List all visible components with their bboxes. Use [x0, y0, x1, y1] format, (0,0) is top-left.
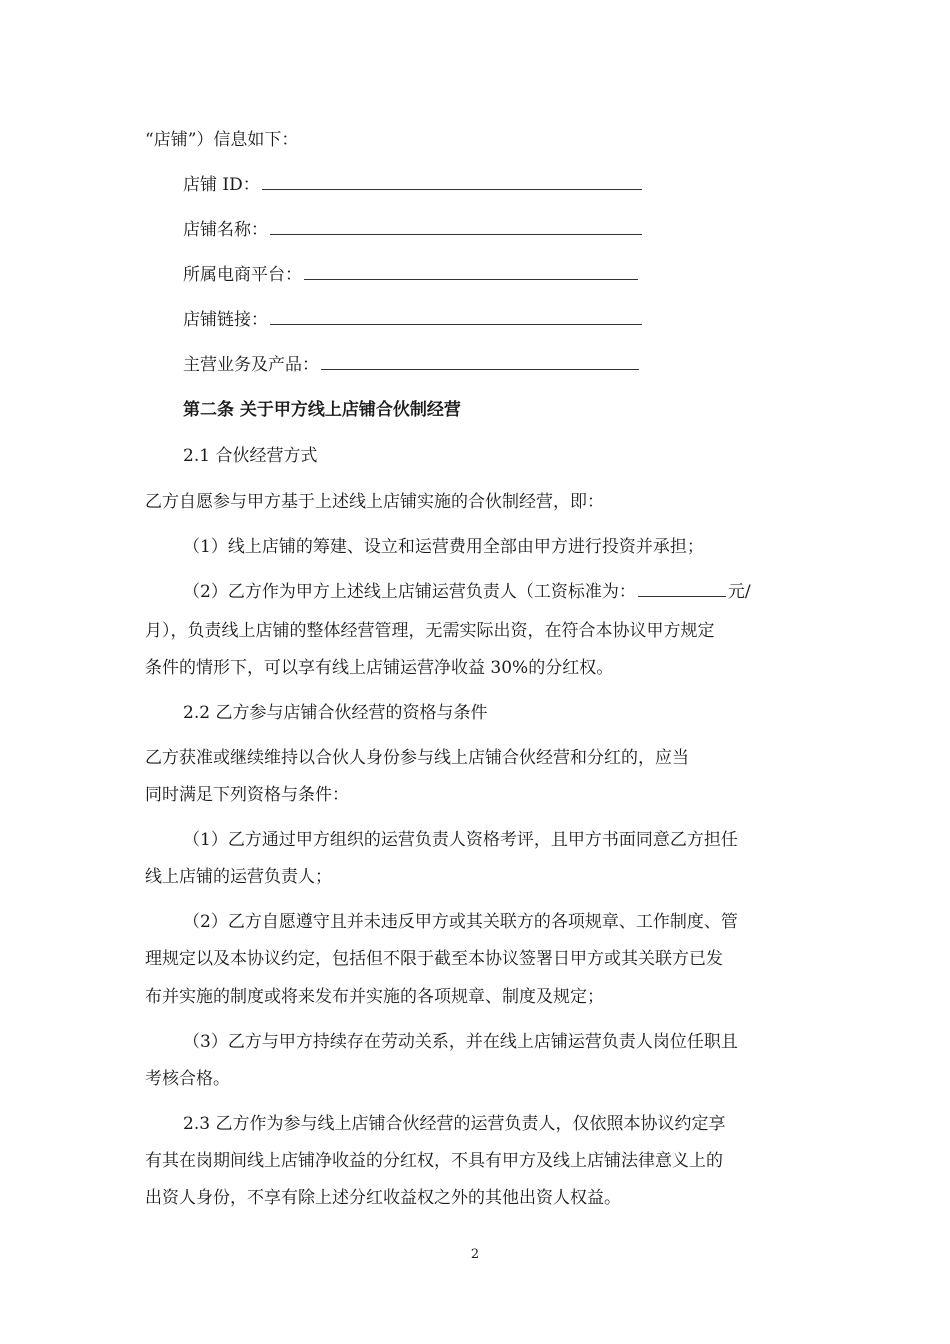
section-2-1-title: 2.1 合伙经营方式: [183, 446, 318, 466]
section-2-3-line-1: 2.3 乙方作为参与线上店铺合伙经营的运营负责人，仅依照本协议约定享: [183, 1114, 726, 1134]
item-text-unit: 元/: [727, 582, 751, 602]
section-2-1-paragraph: 乙方自愿参与甲方基于上述线上店铺实施的合伙制经营，即：: [145, 492, 604, 512]
section-2-2-item-3-line-2: 考核合格。: [145, 1069, 230, 1089]
section-2-2-item-2-line-1: （2）乙方自愿遵守且并未违反甲方或其关联方的各项规章、工作制度、管: [183, 912, 738, 932]
item-text: （2）乙方作为甲方上述线上店铺运营负责人（工资标准为：: [183, 582, 636, 602]
field-shop-link: [183, 309, 642, 331]
section-2-2-item-1-line-2: 线上店铺的运营负责人；: [145, 867, 332, 887]
field-shop-name: [183, 219, 642, 241]
fill-in-blank: [304, 265, 638, 280]
article-2-title: 第二条 关于甲方线上店铺合伙制经营: [183, 400, 461, 420]
section-2-3-line-2: 有其在岗期间线上店铺净收益的分红权，不具有甲方及线上店铺法律意义上的: [145, 1151, 723, 1171]
section-2-3-line-3: 出资人身份，不享有除上述分红收益权之外的其他出资人权益。: [145, 1188, 621, 1208]
section-2-2-item-2-line-2: 理规定以及本协议约定，包括但不限于截至本协议签署日甲方或其关联方已发: [145, 949, 723, 969]
field-main-business: [183, 354, 639, 376]
field-label: 所属电商平台：: [183, 265, 302, 285]
field-shop-id: [183, 174, 642, 196]
field-platform: [183, 264, 638, 286]
section-2-2-item-3-line-1: （3）乙方与甲方持续存在劳动关系，并在线上店铺运营负责人岗位任职且: [183, 1032, 738, 1052]
fill-in-blank: [270, 310, 642, 325]
section-2-2-item-2-line-3: 布并实施的制度或将来发布并实施的各项规章、制度及规定；: [145, 987, 604, 1007]
field-label: 主营业务及产品：: [183, 355, 319, 375]
section-2-2-item-1-line-1: （1）乙方通过甲方组织的运营负责人资格考评，且甲方书面同意乙方担任: [183, 830, 738, 850]
section-2-1-item-2-line-2: 月），负责线上店铺的整体经营管理，无需实际出资，在符合本协议甲方规定: [145, 621, 715, 641]
section-2-2-paragraph-line-2: 同时满足下列资格与条件：: [145, 785, 349, 805]
section-2-2-paragraph-line-1: 乙方获准或继续维持以合伙人身份参与线上店铺合伙经营和分红的，应当: [145, 748, 689, 768]
intro-line: “店铺”）信息如下：: [145, 130, 299, 150]
fill-in-blank: [262, 175, 642, 190]
section-2-2-title: 2.2 乙方参与店铺合伙经营的资格与条件: [183, 703, 488, 723]
section-2-1-item-2-line-1: [183, 581, 751, 603]
page-number: 2: [470, 1247, 480, 1262]
section-2-1-item-1: （1）线上店铺的筹建、设立和运营费用全部由甲方进行投资并承担；: [183, 537, 704, 557]
field-label: 店铺 ID：: [183, 175, 260, 195]
field-label: 店铺链接：: [183, 310, 268, 330]
salary-blank: [638, 582, 726, 597]
field-label: 店铺名称：: [183, 220, 268, 240]
fill-in-blank: [321, 355, 639, 370]
fill-in-blank: [270, 220, 642, 235]
section-2-1-item-2-line-3: 条件的情形下，可以享有线上店铺运营净收益 30%的分红权。: [145, 658, 614, 678]
